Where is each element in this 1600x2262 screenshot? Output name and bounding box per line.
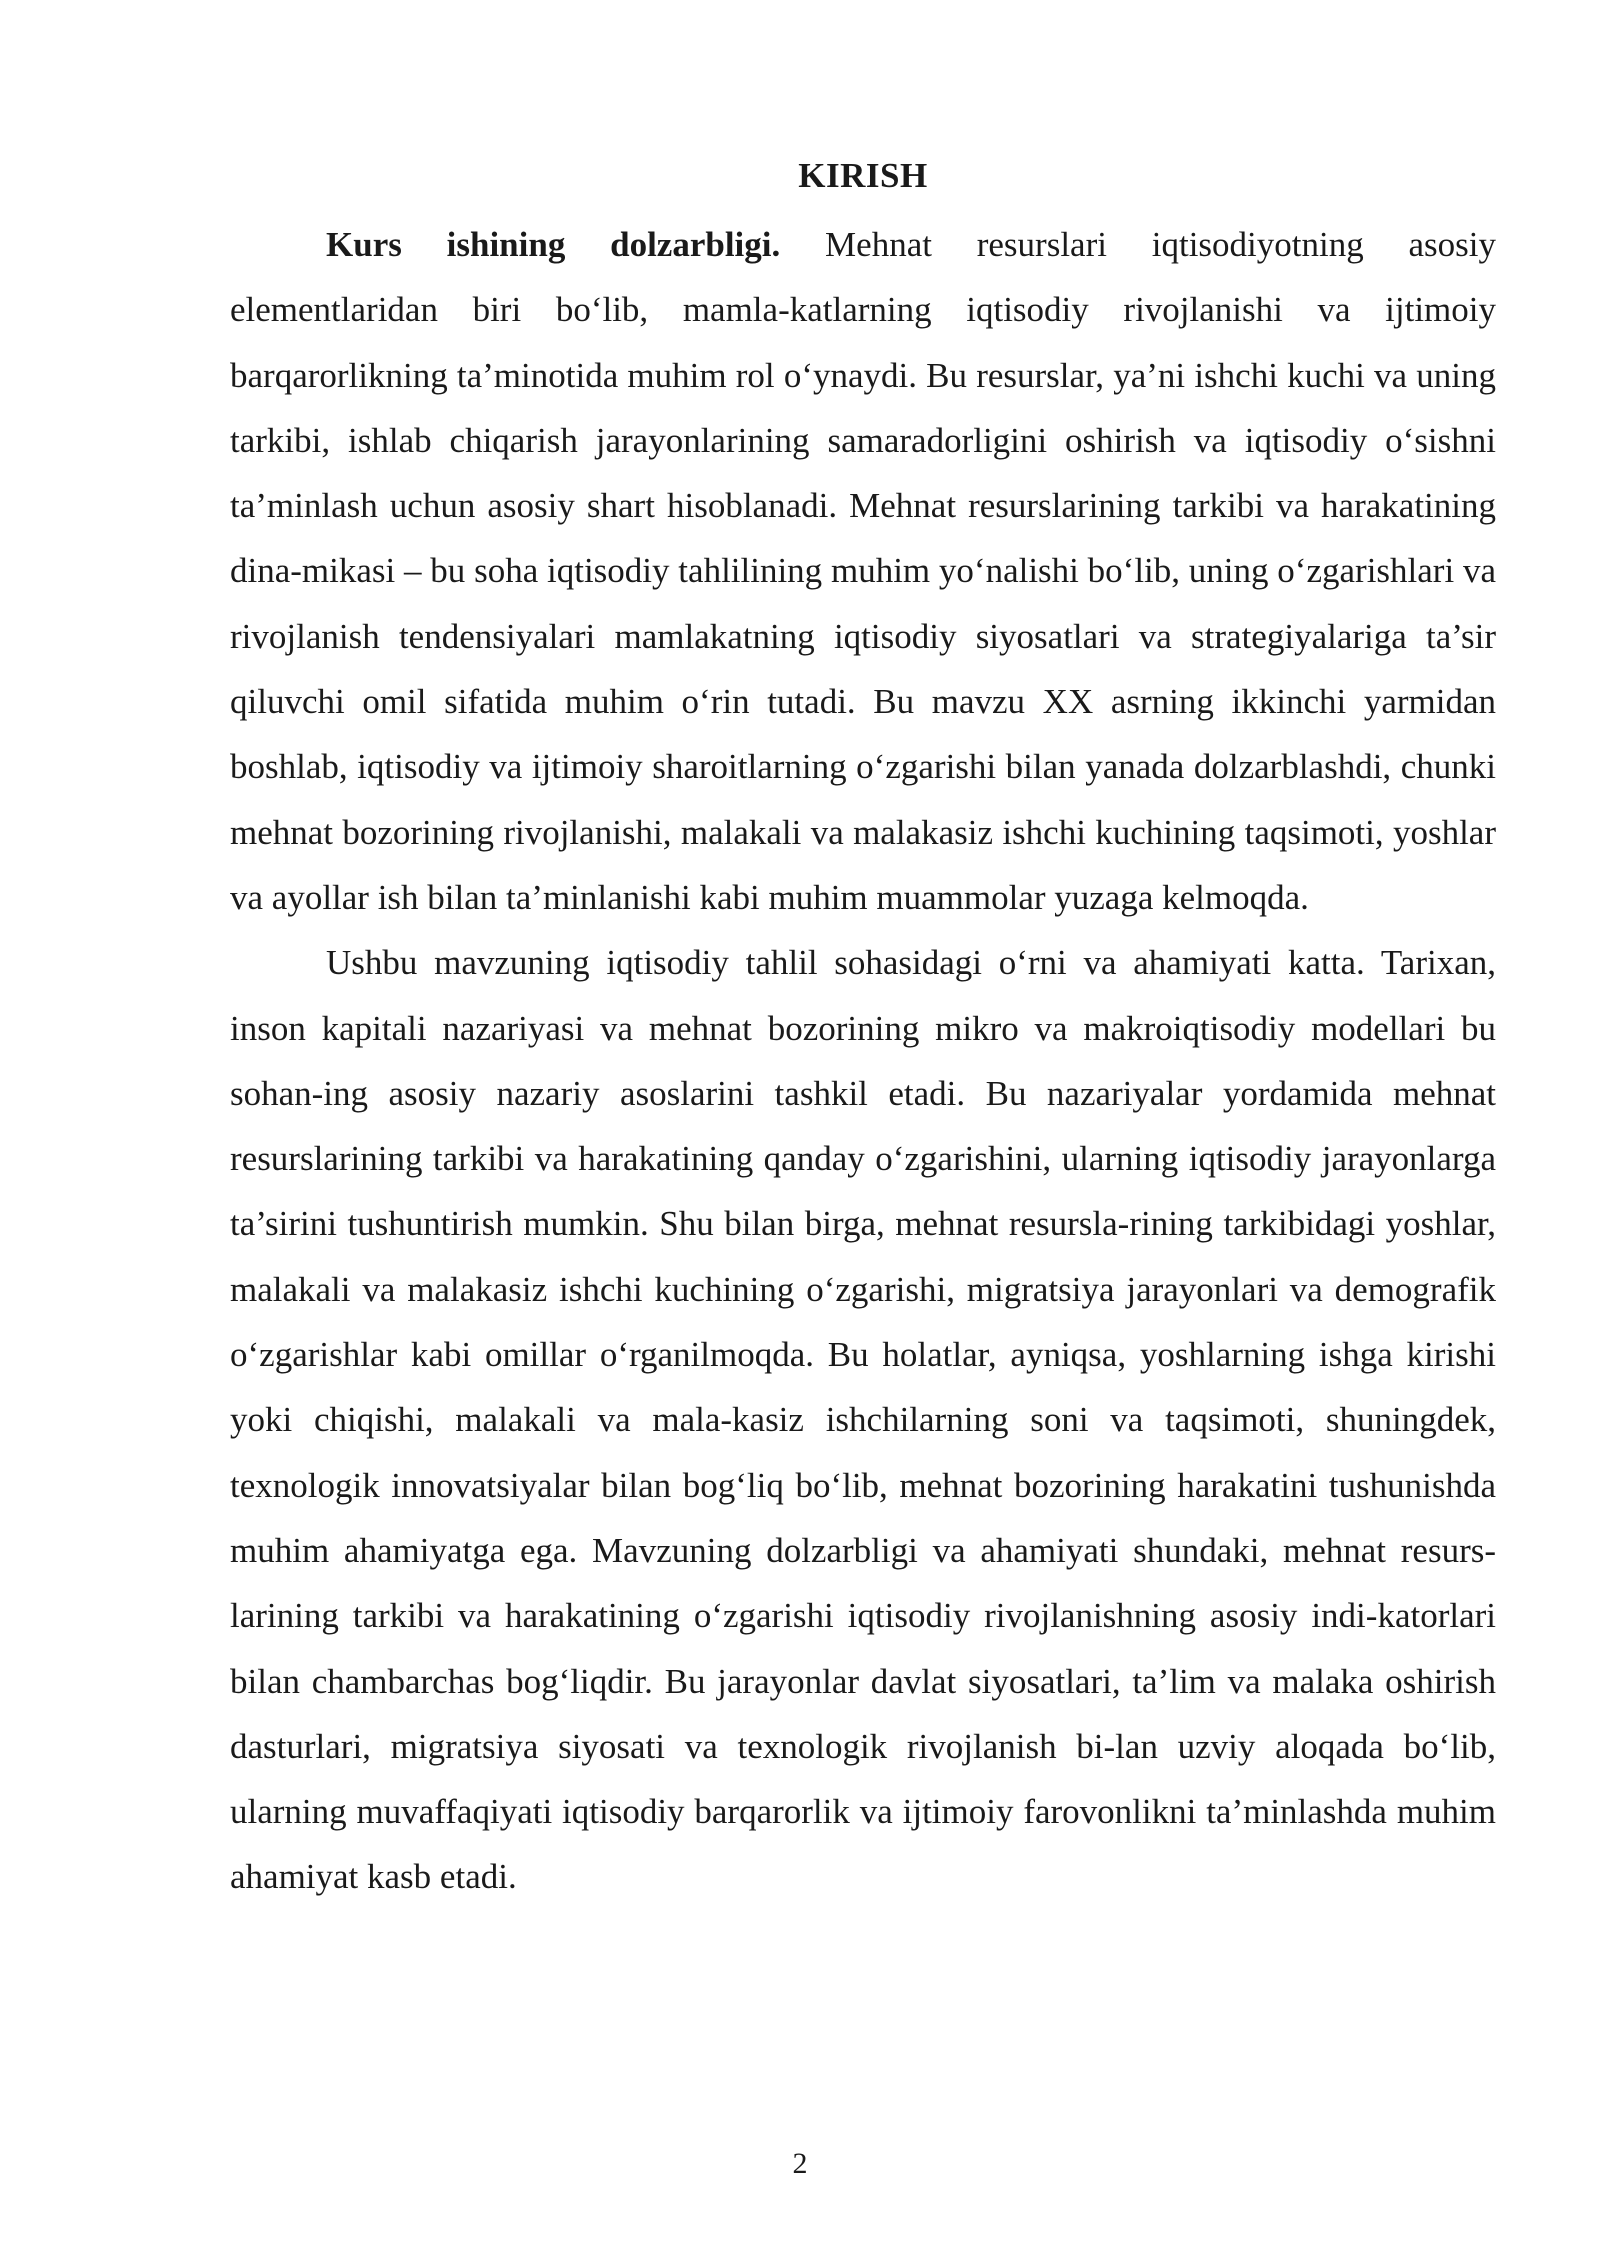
paragraph-lead: Kurs ishining dolzarbligi. <box>326 225 781 264</box>
page-content <box>230 150 1496 1910</box>
paragraph-text: Ushbu mavzuning iqtisodiy tahlil sohasidagi o‘rni va ahamiyati katta. Tarixan, inson kapitali nazariyasi va mehnat bozorining mikro va makroiqtisodiy modellari bu sohan-ing asosiy nazariy asoslarini tashkil etadi. Bu nazariyalar yordamida mehnat resurslarining tarkibi va harakatining qanday o‘zgarishini, ularning iqtisodiy jarayonlarga ta’sirini tushuntirish mumkin. Shu bilan birga, mehnat resursla-rining tarkibidagi yoshlar, malakali va malakasiz ishchi kuchining o‘zgarishi, migratsiya jarayonlari va demografik o‘zgarishlar kabi omillar o‘rganilmoqda. Bu holatlar, ayniqsa, yoshlarning ishga kirishi yoki chiqishi, malakali va mala-kasiz ishchilarning soni va taqsimoti, shuningdek, texnologik innovatsiyalar bilan bog‘liq bo‘lib, mehnat bozorining harakatini tushunishda muhim ahamiyatga ega. Mavzuning dolzarbligi va ahamiyati shundaki, mehnat resurs-larining tarkibi va harakatining o‘zgarishi iqtisodiy rivojlanishning asosiy indi-katorlari bilan chambarchas bog‘liqdir. Bu jarayonlar davlat siyosatlari, ta’lim va malaka oshirish dasturlari, migratsiya siyosati va texnologik rivojlanish bi-lan uzviy aloqada bo‘lib, ularning muvaffaqiyati iqtisodiy barqarorlik va ijtimoiy farovonlikni ta’minlashda muhim ahamiyat kasb etadi. <box>230 943 1496 1897</box>
paragraph-significance <box>230 930 1496 1909</box>
paragraph-text: Mehnat resurslari iqtisodiyotning asosiy elementlaridan biri bo‘lib, mamla-katlarning iqtisodiy rivojlanishi va ijtimoiy barqarorlikning ta’minotida muhim rol o‘ynaydi. Bu resurslar, ya’ni ishchi kuchi va uning tarkibi, ishlab chiqarish jarayonlarining samaradorligini oshirish va iqtisodiy o‘sishni ta’minlash uchun asosiy shart hisoblanadi. Mehnat resurslarining tarkibi va harakatining dina-mikasi – bu soha iqtisodiy tahlilining muhim yo‘nalishi bo‘lib, uning o‘zgarishlari va rivojlanish tendensiyalari mamlakatning iqtisodiy siyosatlari va strategiyalariga ta’sir qiluvchi omil sifatida muhim o‘rin tutadi. Bu mavzu XX asrning ikkinchi yarmidan boshlab, iqtisodiy va ijtimoiy sharoitlarning o‘zgarishi bilan yanada dolzarblashdi, chunki mehnat bozorining rivojlanishi, malakali va malakasiz ishchi kuchining taqsimoti, yoshlar va ayollar ish bilan ta’minlanishi kabi muhim muammolar yuzaga kelmoqda. <box>230 225 1496 917</box>
paragraph-relevance <box>230 212 1496 930</box>
section-heading: KIRISH <box>798 156 928 195</box>
page-number: 2 <box>792 2147 808 2180</box>
